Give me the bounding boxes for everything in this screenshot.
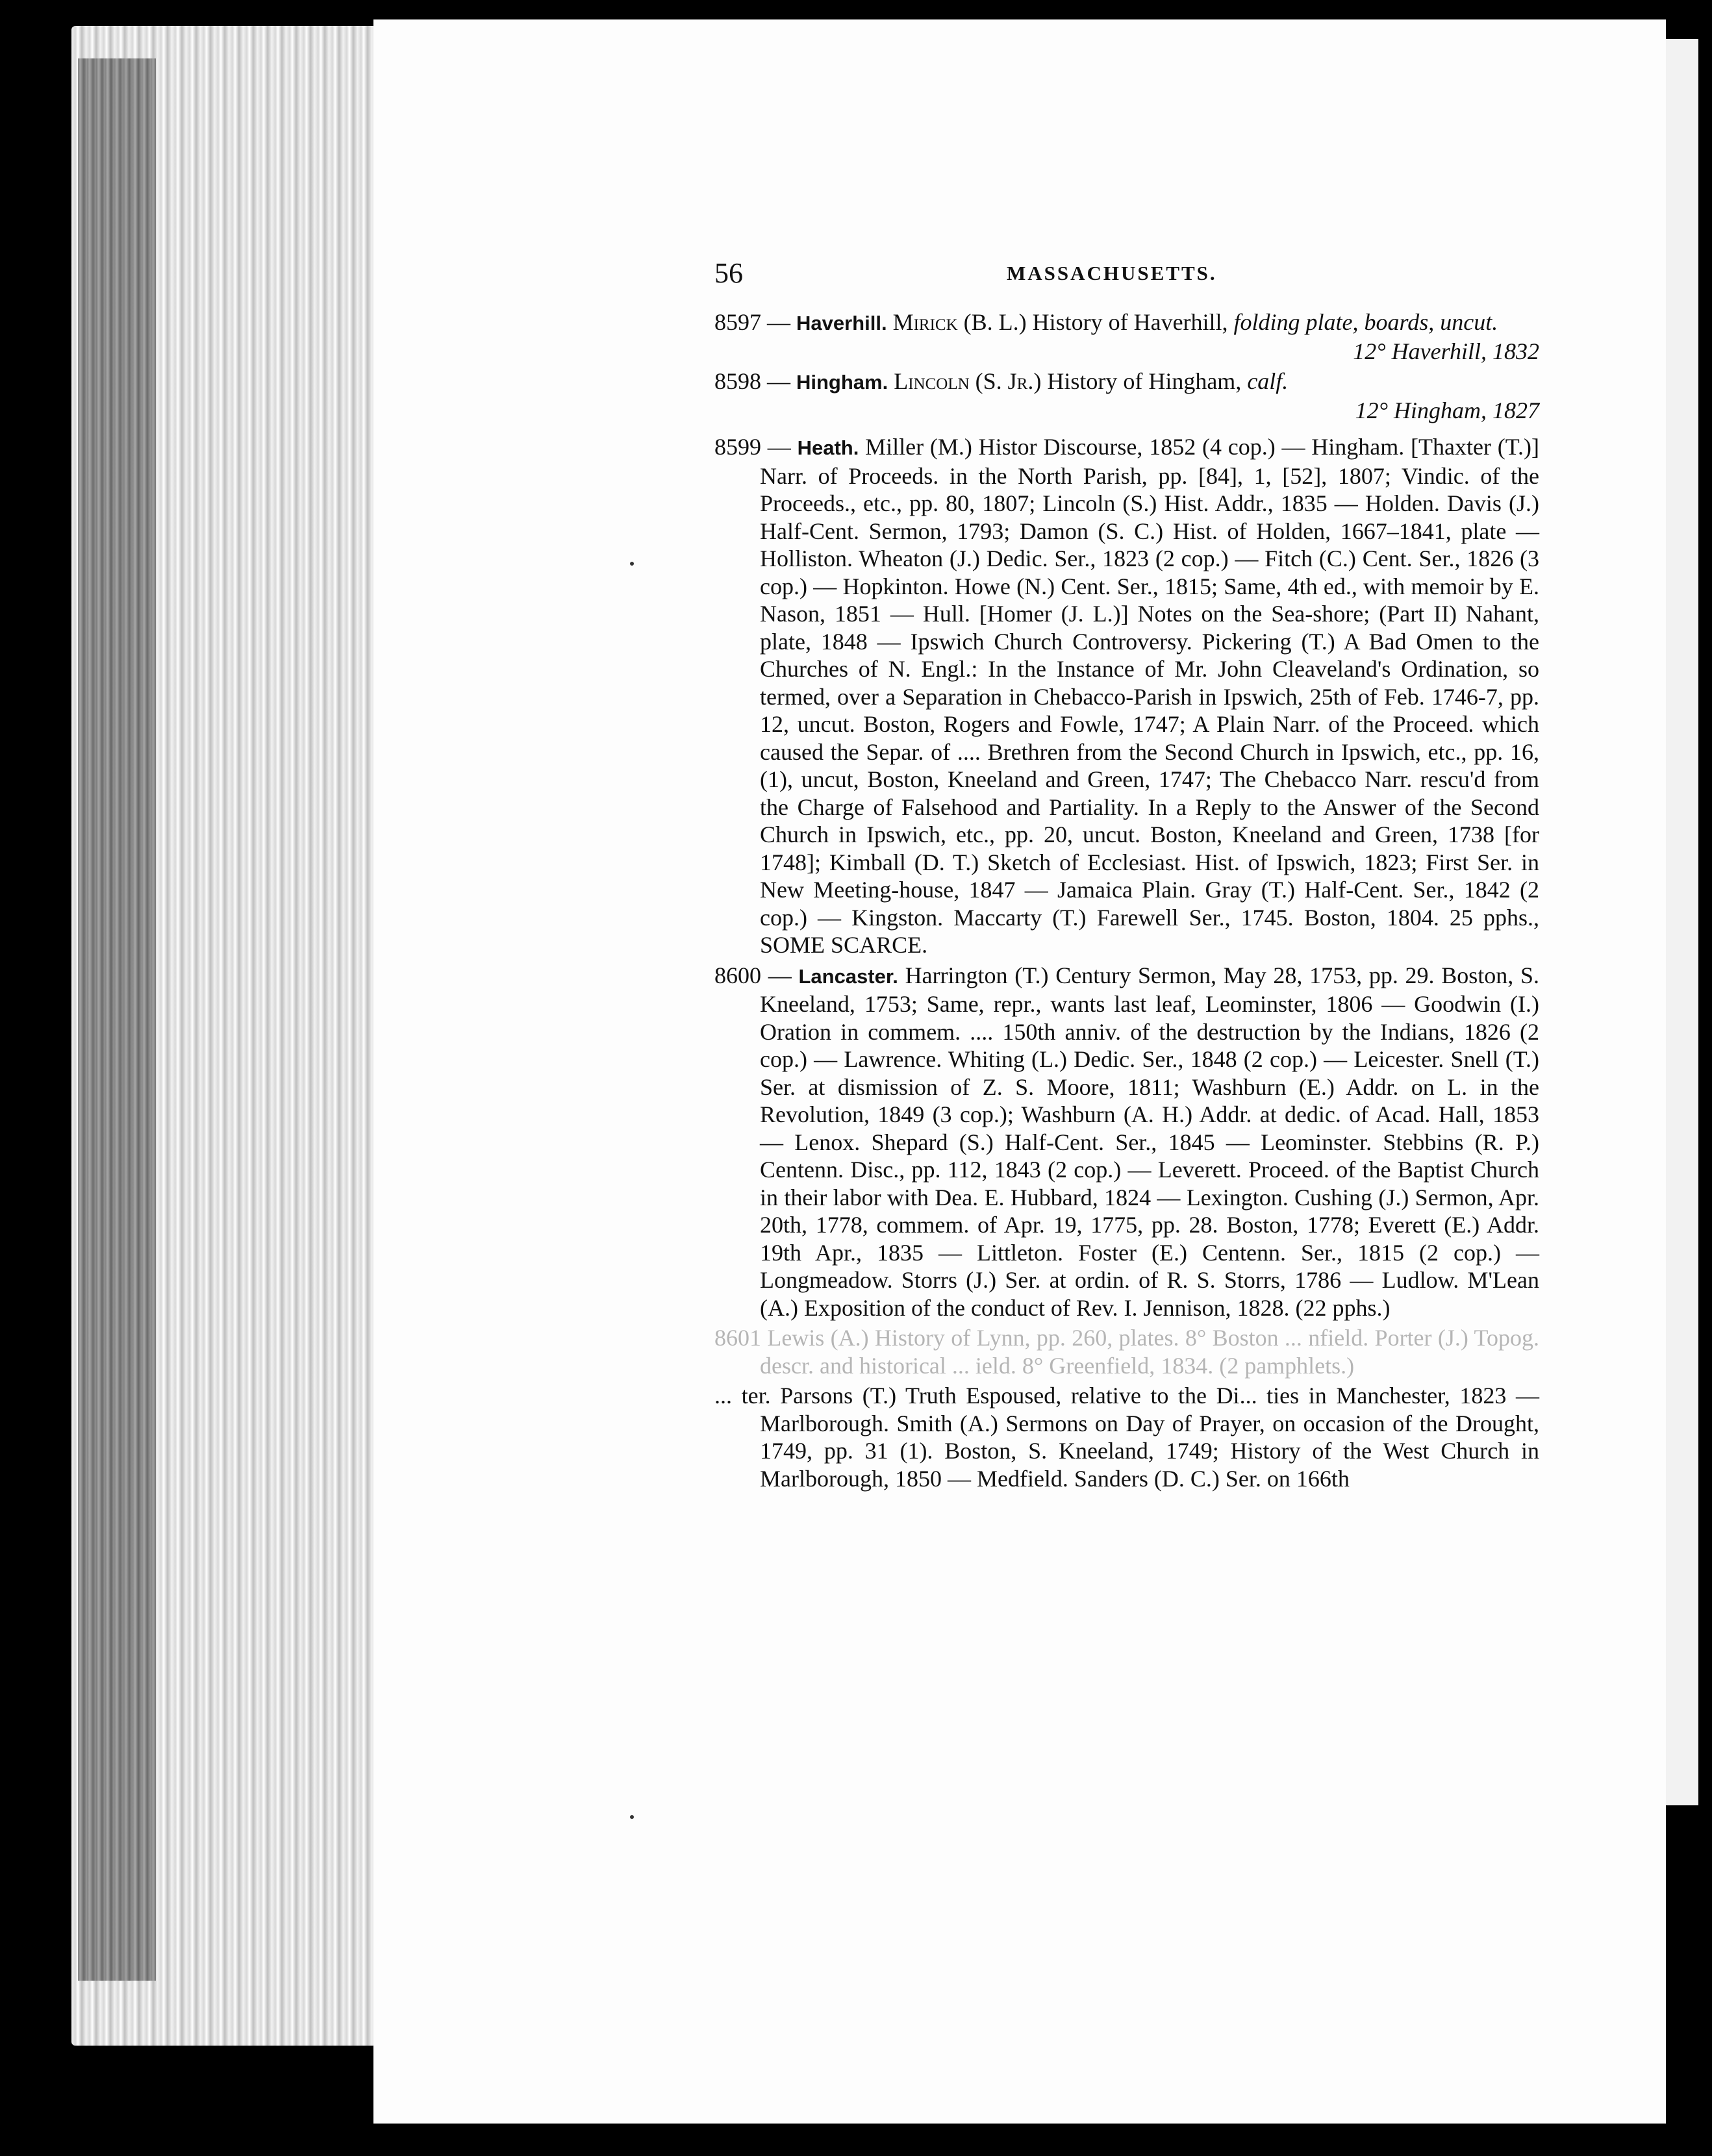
entry-author: Lincoln (S. Jr.) <box>894 368 1042 394</box>
entry-place: Lancaster. <box>798 964 898 988</box>
entry-format: calf. <box>1247 368 1289 394</box>
entry-body: Lewis (A.) History of Lynn, pp. 260, plates. 8° Boston ... nfield. Porter (J.) Topog. descr. and historical ... ield. 8° Greenfield, 1834. (2 pamphlets.) <box>760 1325 1539 1379</box>
entry-title: History of Hingham, <box>1047 368 1242 394</box>
catalog-entry-8600: 8600 — Lancaster. Harrington (T.) Century Sermon, May 28, 1753, pp. 29. Boston, S. Kneeland, 1753; Same, repr., wants last leaf, Leominster, 1806 — Goodwin (I.) Oration in commem. .... 150th anniv. of the destruction by the Indians, 1826 (2 cop.) — Lawrence. Whiting (L.) Dedic. Ser., 1848 (2 cop.) — Leicester. Snell (T.) Ser. at dismission of Z. S. Moore, 1811; Washburn (E.) Addr. on L. in the Revolution, 1849 (3 cop.); Washburn (A. H.) Addr. at dedic. of Acad. Hall, 1853 — Lenox. Shepard (S.) Half-Cent. Ser., 1845 — Leominster. Stebbins (R. P.) Centenn. Disc., pp. 112, 1843 (2 cop.) — Leverett. Proceed. of the Baptist Church in their labor with Dea. E. Hubbard, 1824 — Lexington. Cushing (J.) Sermon, Apr. 20th, 1778, commem. of Apr. 19, 1775, pp. 28. Boston, 1778; Everett (E.) Addr. 19th Apr., 1835 — Littleton. Foster (E.) Centenn. Ser., 1815 (2 cop.) — Longmeadow. Storrs (J.) Ser. at ordin. of R. S. Storrs, 1786 — Ludlow. M'Lean (A.) Exposition of the conduct of Rev. I. Jennison, 1828. (22 pphs.) <box>714 962 1540 1321</box>
entry-imprint: 12° Hingham, 1827 <box>1355 397 1539 423</box>
entry-number: 8600 <box>714 962 761 988</box>
entry-number: 8599 <box>714 434 761 460</box>
entry-place: Haverhill. <box>796 312 887 334</box>
entry-number: 8601 <box>714 1325 761 1351</box>
catalog-entry-8599: 8599 — Heath. Miller (M.) Histor Discourse, 1852 (4 cop.) — Hingham. [Thaxter (T.)] Narr. of Proceeds. in the North Parish, pp. [84], 1, [52], 1807; Vindic. of the Proceeds., etc., pp. 80, 1807; Lincoln (S.) Hist. Addr., 1835 — Holden. Davis (J.) Half-Cent. Sermon, 1793; Damon (S. C.) Hist. of Holden, 1667–1841, plate — Holliston. Wheaton (J.) Dedic. Ser., 1823 (2 cop.) — Fitch (C.) Cent. Ser., 1826 (3 cop.) — Hopkinton. Howe (N.) Cent. Ser., 1815; Same, 4th ed., with memoir by E. Nason, 1851 — Hull. [Homer (J. L.)] Notes on the Sea-shore; (Part II) Nahant, plate, 1848 — Ipswich Church Controversy. Pickering (T.) A Bad Omen to the Churches of N. Engl.: In the Instance of Mr. John Cleaveland's Ordination, so termed, over a Separation in Chebacco-Parish in Ipswich, 25th of Feb. 1746-7, pp. 12, uncut. Boston, Rogers and Fowle, 1747; A Plain Narr. of the Proceed. which caused the Separ. of .... Brethren from the Second Church in Ipswich, etc., pp. 16, (1), uncut, Boston, Kneeland and Green, 1747; The Chebacco Narr. rescu'd from the Charge of Falsehood and Partiality. In a Reply to the Answer of the Second Church in Ipswich, etc., pp. 20, uncut. Boston, Kneeland and Green, 1738 [for 1748]; Kimball (D. T.) Sketch of Ecclesiast. Hist. of Ipswich, 1823; First Ser. in New Meeting-house, 1847 — Jamaica Plain. Gray (T.) Half-Cent. Ser., 1842 (2 cop.) — Kingston. Maccarty (T.) Farewell Ser., 1745. Boston, 1804. 25 pphs., SOME SCARCE. <box>714 434 1540 958</box>
entry-number: 8597 <box>714 309 761 335</box>
entry-format: folding plate, boards, uncut. <box>1233 309 1498 335</box>
catalog-text-block <box>714 257 1539 1495</box>
catalog-entry-8597: 8597 — Haverhill. Mirick (B. L.) History of Haverhill, folding plate, boards, uncut. 12° Haverhill, 1832 <box>714 309 1539 364</box>
entry-body: Miller (M.) Histor Discourse, 1852 (4 cop.) — Hingham. [Thaxter (T.)] Narr. of Proceeds. in the North Parish, pp. [84], 1, [52], 1807; Vindic. of the Proceeds., etc., pp. 80, 1807; Lincoln (S.) Hist. Addr., 1835 — Holden. Davis (J.) Half-Cent. Sermon, 1793; Damon (S. C.) Hist. of Holden, 1667–1841, plate — Holliston. Wheaton (J.) Dedic. Ser., 1823 (2 cop.) — Fitch (C.) Cent. Ser., 1826 (3 cop.) — Hopkinton. Howe (N.) Cent. Ser., 1815; Same, 4th ed., with memoir by E. Nason, 1851 — Hull. [Homer (J. L.)] Notes on the Sea-shore; (Part II) Nahant, plate, 1848 — Ipswich Church Controversy. Pickering (T.) A Bad Omen to the Churches of N. Engl.: In the Instance of Mr. John Cleaveland's Ordination, so termed, over a Separation in Chebacco-Parish in Ipswich, 25th of Feb. 1746-7, pp. 12, uncut. Boston, Rogers and Fowle, 1747; A Plain Narr. of the Proceed. which caused the Separ. of .... Brethren from the Second Church in Ipswich, etc., pp. 16, (1), uncut, Boston, Kneeland and Green, 1747; The Chebacco Narr. rescu'd from the Charge of Falsehood and Partiality. In a Reply to the Answer of the Second Church in Ipswich, etc., pp. 20, uncut. Boston, Kneeland and Green, 1738 [for 1748]; Kimball (D. T.) Sketch of Ecclesiast. Hist. of Ipswich, 1823; First Ser. in New Meeting-house, 1847 — Jamaica Plain. Gray (T.) Half-Cent. Ser., 1842 (2 cop.) — Kingston. Maccarty (T.) Farewell Ser., 1745. Boston, 1804. 25 pphs., SOME SCARCE. <box>760 434 1540 958</box>
book-page-edges-shadow <box>78 58 156 1981</box>
book-right-edge <box>1666 39 1698 1805</box>
catalog-entry-8601 <box>714 1324 1539 1379</box>
catalog-entry-continued <box>714 1382 1539 1492</box>
entry-title: History of Haverhill, <box>1032 309 1228 335</box>
page-header <box>714 257 1539 308</box>
page-number: 56 <box>714 257 743 289</box>
entry-number: 8598 <box>714 368 761 394</box>
entry-body: ... ter. Parsons (T.) Truth Espoused, relative to the Di... ties in Manchester, 1823 — Marlborough. Smith (A.) Sermons on Day of Prayer, on occasion of the Drought, 1749, pp. 31 (1). Boston, S. Kneeland, 1749; History of the West Church in Marlborough, 1850 — Medfield. Sanders (D. C.) Ser. on 166th <box>714 1383 1539 1492</box>
entry-body: Harrington (T.) Century Sermon, May 28, 1753, pp. 29. Boston, S. Kneeland, 1753; Same, repr., wants last leaf, Leominster, 1806 — Goodwin (I.) Oration in commem. .... 150th anniv. of the destruction by the Indians, 1826 (2 cop.) — Lawrence. Whiting (L.) Dedic. Ser., 1848 (2 cop.) — Leicester. Snell (T.) Ser. at dismission of Z. S. Moore, 1811; Washburn (E.) Addr. on L. in the Revolution, 1849 (3 cop.); Washburn (A. H.) Addr. at dedic. of Acad. Hall, 1853 — Lenox. Shepard (S.) Half-Cent. Ser., 1845 — Leominster. Stebbins (R. P.) Centenn. Disc., pp. 112, 1843 (2 cop.) — Leverett. Proceed. of the Baptist Church in their labor with Dea. E. Hubbard, 1824 — Lexington. Cushing (J.) Sermon, Apr. 20th, 1778, commem. of Apr. 19, 1775, pp. 28. Boston, 1778; Everett (E.) Addr. 19th Apr., 1835 — Littleton. Foster (E.) Centenn. Ser., 1815 (2 cop.) — Longmeadow. Storrs (J.) Ser. at ordin. of R. S. Storrs, 1786 — Ludlow. M'Lean (A.) Exposition of the conduct of Rev. I. Jennison, 1828. (22 pphs.) <box>760 962 1540 1321</box>
speck <box>630 562 634 566</box>
speck <box>630 1815 634 1819</box>
entry-place: Heath. <box>797 436 859 459</box>
catalog-entry-8598: 8598 — Hingham. Lincoln (S. Jr.) History of Hingham, calf. 12° Hingham, 1827 <box>714 368 1539 423</box>
entry-author: Mirick (B. L.) <box>892 309 1027 335</box>
entry-imprint: 12° Haverhill, 1832 <box>1353 338 1539 364</box>
catalog-entries <box>714 308 1539 1492</box>
running-head: MASSACHUSETTS. <box>1007 262 1217 284</box>
entry-place: Hingham. <box>796 371 888 394</box>
